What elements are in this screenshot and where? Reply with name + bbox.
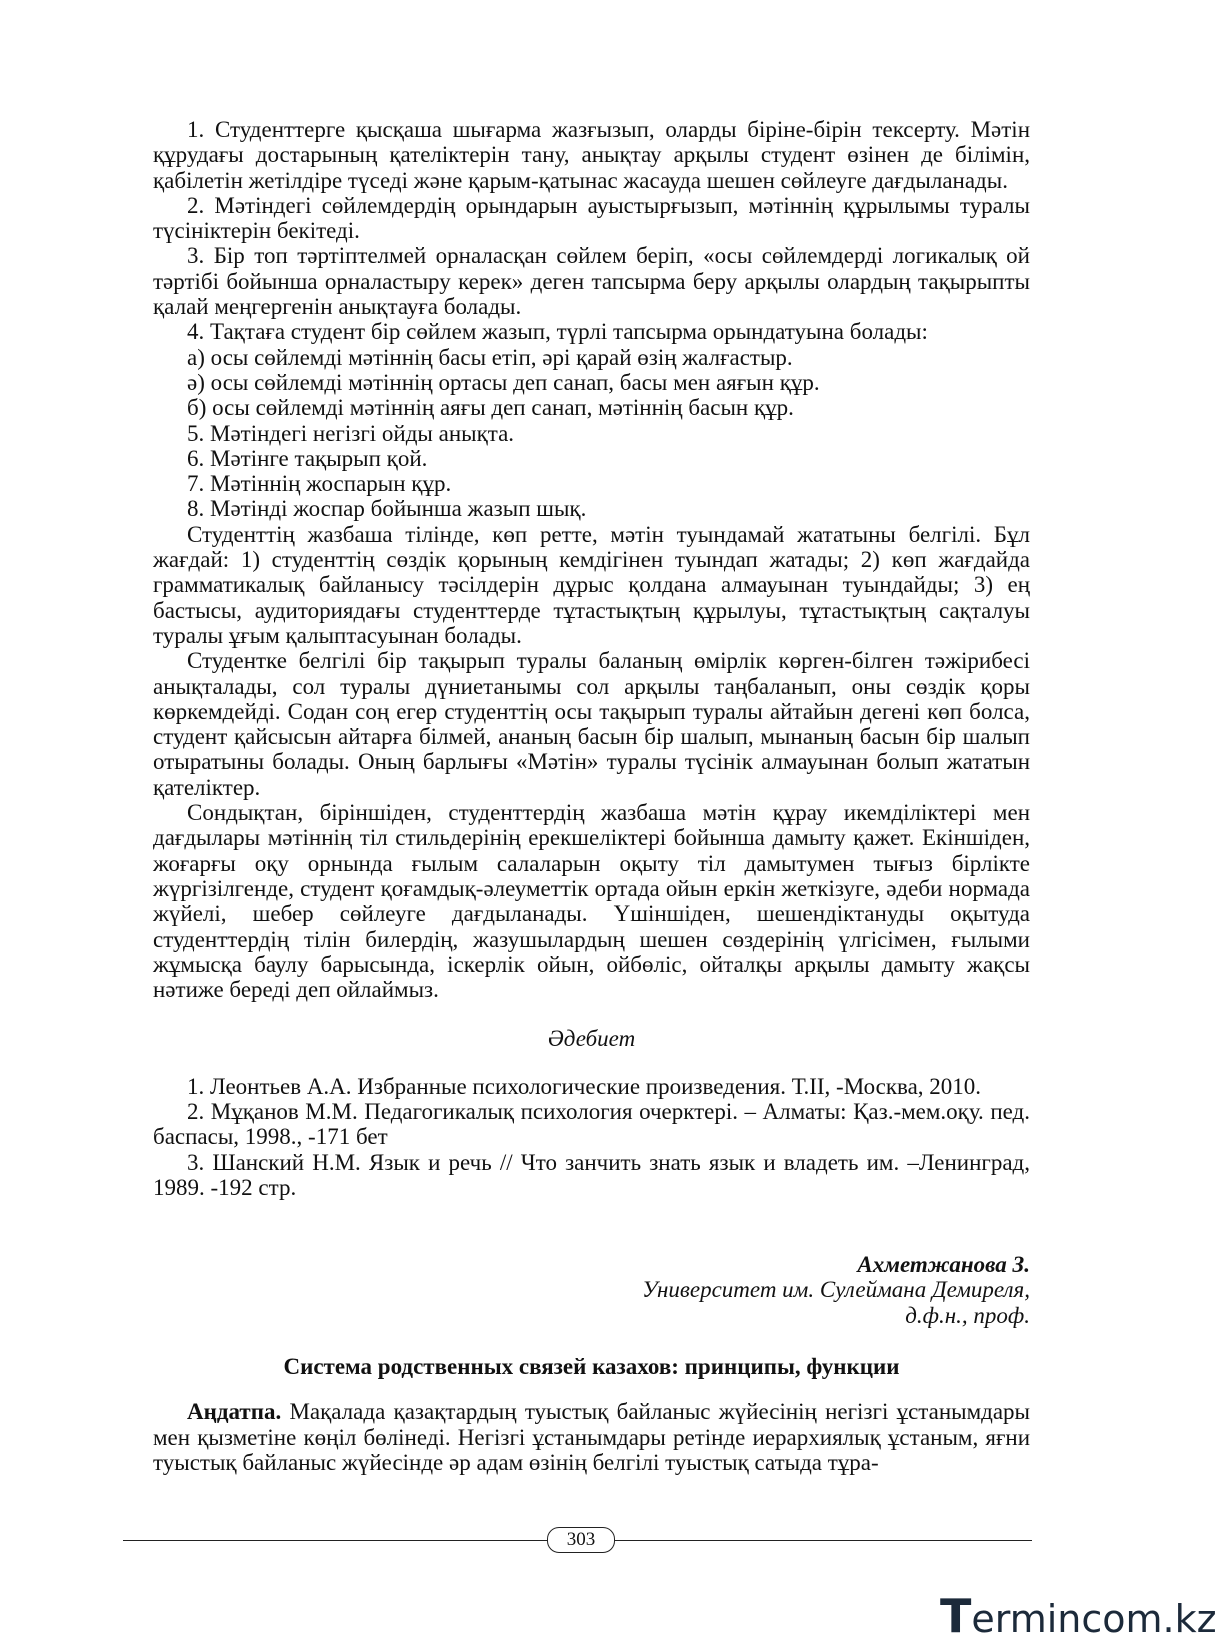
footer-rule-left: [123, 1540, 548, 1541]
abstract-text: Мақалада қазақтардың туыстық байланыс жүйесінің негізгі ұстанымдары мен қызметіне көңіл бөлінеді. Негізгі ұстанымдары ретінде иерархиялық ұстаным, яғни туыстық байланыс жүйесінде әр адам өзінің белгілі туыстық сатыда тұра-: [153, 1399, 1030, 1475]
paragraph: Студенттің жазбаша тілінде, көп ретте, мәтін туындамай жататыны белгілі. Бұл жағдай: 1) студенттің сөздік қорының кемдігінен туындап жатады; 2) көп жағдайда грамматикалық байланысу тәсілдерін дұрыс қолдана алмауынан туындайды; 3) ең бастысы, аудиториядағы студенттерде тұтастықтың құрылуы, тұтастықтың сақталуы туралы ұғым қалыптасуынан болады.: [153, 521, 1030, 648]
list-item: ә) осы сөйлемді мәтіннің ортасы деп санап, басы мен аяғын құр.: [187, 369, 820, 395]
page-number: 303: [547, 1527, 615, 1553]
list-item: 7. Мәтіннің жоспарын құр.: [187, 471, 452, 497]
author-name: Ахметжанова З.: [857, 1252, 1030, 1278]
abstract: [153, 1399, 1030, 1475]
watermark-o: o: [1102, 1597, 1126, 1641]
author-affiliation: Университет им. Сулеймана Демиреля,: [642, 1277, 1030, 1303]
paragraph: Студентке белгілі бір тақырып туралы баланың өмірлік көрген-білген тәжірибесі анықталады, сол туралы дүниетанымы сол арқылы таңбаланып, оны сөздік қоры көркемдейді. Содан соң егер студенттің осы тақырып туралы айтайын дегені көп болса, студент қайсысын айтарға білмей, ананың басын бір шалып, мынаның басын бір шалып отыратыны болады. Оның барлығы «Мәтін» туралы түсінік алмауынан болып жататын қателіктер.: [153, 648, 1030, 800]
page-content: [153, 117, 1030, 1475]
paragraph: 4. Тақтаға студент бір сөйлем жазып, түрлі тапсырма орындатуына болады:: [187, 319, 928, 345]
paragraph: Сондықтан, біріншіден, студенттердің жазбаша мәтін құрау икемділіктері мен дағдылары мәтіннің тіл стильдерінің ерекшеліктері бойынша дамыту қажет. Екіншіден, жоғарғы оқу орнында ғылым салаларын оқыту тіл дамытумен тығыз бірлікте жүргізілгенде, студент қоғамдық-әлеуметтік ортада ойын еркін жеткізуге, әдеби нормада жүйелі, шебер сөйлеуге дағдыланады. Үшіншіден, шешендіктануды оқытуда студенттердің тілін билердің, жазушылардың шешен сөздерінің үлгісімен, ғылыми жұмысқа баулу барысында, іскерлік ойын, ойбөліс, ойталқы арқылы дамыту жақсы нәтиже береді деп ойлаймыз.: [153, 800, 1030, 1003]
author-block: [153, 1252, 1030, 1328]
list-item: 8. Мәтінді жоспар бойынша жазып шық.: [187, 496, 587, 522]
references-heading: Әдебиет: [547, 1026, 636, 1052]
list-item: 5. Мәтіндегі негізгі ойды анықта.: [187, 420, 515, 446]
paragraph: 2. Мәтіндегі сөйлемдердің орындарын ауыстырғызып, мәтіннің құрылымы туралы түсініктерін бекітеді.: [153, 192, 1030, 244]
article-title: Система родственных связей казахов: принципы, функции: [283, 1354, 900, 1380]
list-item: б) осы сөйлемді мәтіннің аяғы деп санап, мәтіннің басын құр.: [187, 395, 794, 421]
author-degree: д.ф.н., проф.: [905, 1302, 1030, 1328]
watermark-logo: [940, 1589, 1217, 1643]
footer-rule-right: [612, 1540, 1032, 1541]
abstract-label: Аңдатпа.: [187, 1399, 282, 1425]
reference-item: 1. Леонтьев А.А. Избранные психологические произведения. Т.II, -Москва, 2010.: [187, 1073, 982, 1099]
paragraph: 1. Студенттерге қысқаша шығарма жазғызып, оларды біріне-бірін тексерту. Мәтін құрудағы достарының қателіктерін тану, анықтау арқылы студент өзінен де білімін, қабілетін жетілдіре түседі және қарым-қатынас жасауда шешен сөйлеуге дағдыланады.: [153, 117, 1030, 193]
list-item: 6. Мәтінге тақырып қой.: [187, 445, 428, 471]
paragraph: 3. Бір топ тәртіптелмей орналасқан сөйлем беріп, «осы сөйлемдерді логикалық ой тәртібі бойынша орналастыру керек» деген тапсырма беру арқылы олардың тақырыпты қалай меңгергенін анықтауға болады.: [153, 243, 1030, 320]
reference-item: 3. Шанский Н.М. Язык и речь // Что занчить знать язык и владеть им. –Ленинград, 1989. -192 стр.: [153, 1149, 1030, 1200]
reference-item: 2. Мұқанов М.М. Педагогикалық психология очерктері. – Алматы: Қаз.-мем.оқу. пед. баспасы, 1998., -171 бет: [153, 1098, 1030, 1150]
watermark-text: erminc: [971, 1597, 1103, 1641]
list-item: а) осы сөйлемді мәтіннің басы етіп, әрі қарай өзің жалғастыр.: [187, 344, 793, 370]
watermark-t: T: [940, 1589, 972, 1643]
watermark-end: m.kz: [1125, 1597, 1217, 1641]
